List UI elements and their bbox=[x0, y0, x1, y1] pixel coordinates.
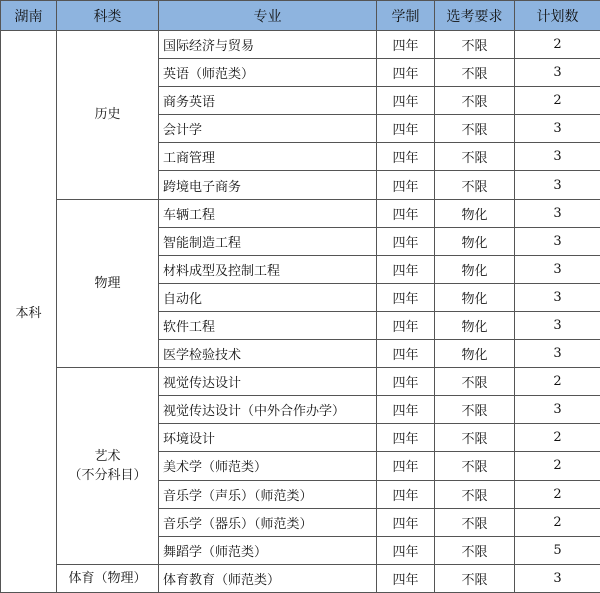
table-row bbox=[1, 368, 600, 396]
duration-cell: 四年 bbox=[377, 340, 435, 368]
plan-cell: 2 bbox=[515, 87, 600, 115]
duration-cell: 四年 bbox=[377, 424, 435, 452]
requirement-cell: 不限 bbox=[435, 143, 515, 171]
plan-cell: 2 bbox=[515, 480, 600, 508]
major-cell: 跨境电子商务 bbox=[159, 171, 377, 199]
requirement-cell: 不限 bbox=[435, 424, 515, 452]
category-cell bbox=[57, 31, 159, 200]
major-cell: 医学检验技术 bbox=[159, 340, 377, 368]
major-cell: 环境设计 bbox=[159, 424, 377, 452]
plan-cell: 3 bbox=[515, 311, 600, 339]
duration-cell: 四年 bbox=[377, 564, 435, 592]
requirement-cell: 不限 bbox=[435, 87, 515, 115]
table-row bbox=[1, 564, 600, 592]
duration-cell: 四年 bbox=[377, 368, 435, 396]
duration-cell: 四年 bbox=[377, 227, 435, 255]
major-cell: 国际经济与贸易 bbox=[159, 31, 377, 59]
duration-cell: 四年 bbox=[377, 311, 435, 339]
major-cell: 会计学 bbox=[159, 115, 377, 143]
major-cell: 音乐学（声乐）（师范类） bbox=[159, 480, 377, 508]
major-cell: 车辆工程 bbox=[159, 199, 377, 227]
category-cell bbox=[57, 368, 159, 565]
major-cell: 视觉传达设计 bbox=[159, 368, 377, 396]
table-body bbox=[1, 31, 600, 593]
major-cell: 音乐学（器乐）（师范类） bbox=[159, 508, 377, 536]
plan-cell: 3 bbox=[515, 340, 600, 368]
plan-cell: 3 bbox=[515, 59, 600, 87]
requirement-cell: 不限 bbox=[435, 480, 515, 508]
requirement-cell: 不限 bbox=[435, 536, 515, 564]
requirement-cell: 物化 bbox=[435, 199, 515, 227]
requirement-cell: 不限 bbox=[435, 171, 515, 199]
plan-cell: 3 bbox=[515, 255, 600, 283]
major-cell: 体育教育（师范类） bbox=[159, 564, 377, 592]
table-row bbox=[1, 199, 600, 227]
plan-cell: 3 bbox=[515, 396, 600, 424]
header-category: 科类 bbox=[57, 1, 159, 31]
plan-cell: 3 bbox=[515, 227, 600, 255]
plan-cell: 2 bbox=[515, 368, 600, 396]
plan-cell: 2 bbox=[515, 31, 600, 59]
header-plan: 计划数 bbox=[515, 1, 600, 31]
major-cell: 美术学（师范类） bbox=[159, 452, 377, 480]
plan-cell: 3 bbox=[515, 564, 600, 592]
header-province: 湖南 bbox=[1, 1, 57, 31]
header-duration: 学制 bbox=[377, 1, 435, 31]
plan-cell: 2 bbox=[515, 508, 600, 536]
header-requirement: 选考要求 bbox=[435, 1, 515, 31]
major-cell: 工商管理 bbox=[159, 143, 377, 171]
major-cell: 英语（师范类） bbox=[159, 59, 377, 87]
requirement-cell: 物化 bbox=[435, 283, 515, 311]
duration-cell: 四年 bbox=[377, 255, 435, 283]
category-cell bbox=[57, 564, 159, 592]
category-sublabel: （不分科目） bbox=[68, 467, 147, 483]
header-major: 专业 bbox=[159, 1, 377, 31]
plan-cell: 5 bbox=[515, 536, 600, 564]
requirement-cell: 物化 bbox=[435, 255, 515, 283]
duration-cell: 四年 bbox=[377, 199, 435, 227]
level-cell: 本科 bbox=[1, 31, 57, 593]
plan-cell: 3 bbox=[515, 283, 600, 311]
category-label: 物理 bbox=[94, 275, 121, 291]
plan-cell: 3 bbox=[515, 199, 600, 227]
requirement-cell: 物化 bbox=[435, 311, 515, 339]
duration-cell: 四年 bbox=[377, 396, 435, 424]
duration-cell: 四年 bbox=[377, 480, 435, 508]
duration-cell: 四年 bbox=[377, 508, 435, 536]
duration-cell: 四年 bbox=[377, 452, 435, 480]
category-label: 艺术 bbox=[94, 448, 121, 464]
duration-cell: 四年 bbox=[377, 115, 435, 143]
plan-cell: 2 bbox=[515, 424, 600, 452]
requirement-cell: 不限 bbox=[435, 31, 515, 59]
duration-cell: 四年 bbox=[377, 59, 435, 87]
major-cell: 商务英语 bbox=[159, 87, 377, 115]
table-row bbox=[1, 31, 600, 59]
category-label: 历史 bbox=[94, 107, 121, 123]
duration-cell: 四年 bbox=[377, 31, 435, 59]
major-cell: 软件工程 bbox=[159, 311, 377, 339]
requirement-cell: 不限 bbox=[435, 396, 515, 424]
requirement-cell: 不限 bbox=[435, 115, 515, 143]
major-cell: 材料成型及控制工程 bbox=[159, 255, 377, 283]
requirement-cell: 不限 bbox=[435, 564, 515, 592]
duration-cell: 四年 bbox=[377, 283, 435, 311]
category-cell bbox=[57, 199, 159, 368]
requirement-cell: 物化 bbox=[435, 340, 515, 368]
requirement-cell: 不限 bbox=[435, 452, 515, 480]
requirement-cell: 不限 bbox=[435, 508, 515, 536]
duration-cell: 四年 bbox=[377, 143, 435, 171]
major-cell: 自动化 bbox=[159, 283, 377, 311]
duration-cell: 四年 bbox=[377, 171, 435, 199]
header-row bbox=[1, 1, 600, 31]
plan-cell: 3 bbox=[515, 143, 600, 171]
duration-cell: 四年 bbox=[377, 536, 435, 564]
plan-cell: 3 bbox=[515, 171, 600, 199]
plan-cell: 3 bbox=[515, 115, 600, 143]
requirement-cell: 物化 bbox=[435, 227, 515, 255]
duration-cell: 四年 bbox=[377, 87, 435, 115]
category-label: 体育（物理） bbox=[68, 570, 147, 586]
major-cell: 视觉传达设计（中外合作办学） bbox=[159, 396, 377, 424]
plan-cell: 2 bbox=[515, 452, 600, 480]
requirement-cell: 不限 bbox=[435, 368, 515, 396]
major-cell: 智能制造工程 bbox=[159, 227, 377, 255]
major-cell: 舞蹈学（师范类） bbox=[159, 536, 377, 564]
requirement-cell: 不限 bbox=[435, 59, 515, 87]
